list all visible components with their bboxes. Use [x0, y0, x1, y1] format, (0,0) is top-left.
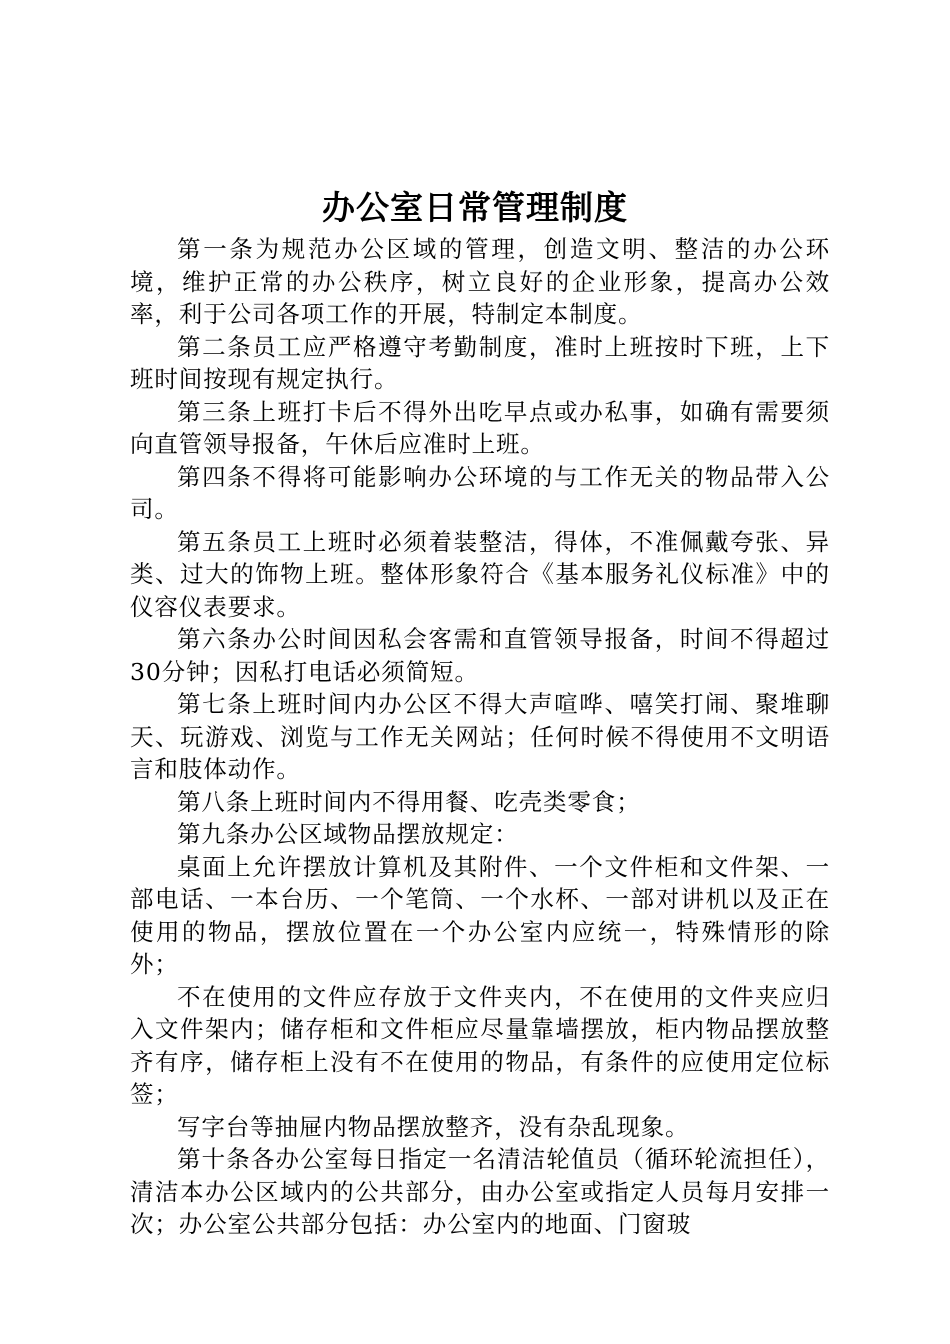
paragraph-article-2: 第二条员工应严格遵守考勤制度，准时上班按时下班，上下班时间按现有规定执行。 [130, 332, 830, 393]
paragraph-article-5: 第五条员工上班时必须着装整洁，得体，不准佩戴夸张、异类、过大的饰物上班。整体形象符合《基本服务礼仪标准》中的仪容仪表要求。 [130, 527, 830, 621]
paragraph-file-rules: 不在使用的文件应存放于文件夹内，不在使用的文件夹应归入文件架内；储存柜和文件柜应尽量靠墙摆放，柜内物品摆放整齐有序，储存柜上没有不在使用的物品，有条件的应使用定位标签； [130, 982, 830, 1108]
paragraph-desk-rules: 桌面上允许摆放计算机及其附件、一个文件柜和文件架、一部电话、一本台历、一个笔筒、一个水杯、一部对讲机以及正在使用的物品，摆放位置在一个办公室内应统一，特殊情形的除外； [130, 852, 830, 978]
document-title: 办公室日常管理制度 [322, 188, 628, 227]
paragraph-article-1: 第一条为规范办公区域的管理，创造文明、整洁的办公环境，维护正常的办公秩序，树立良好的企业形象，提高办公效率，利于公司各项工作的开展，特制定本制度。 [130, 235, 830, 328]
paragraph-article-7: 第七条上班时间内办公区不得大声喧哗、嘻笑打闹、聚堆聊天、玩游戏、浏览与工作无关网站；任何时候不得使用不文明语言和肢体动作。 [130, 690, 830, 783]
paragraph-article-8: 第八条上班时间内不得用餐、吃壳类零食； [177, 787, 641, 816]
paragraph-article-4: 第四条不得将可能影响办公环境的与工作无关的物品带入公司。 [130, 462, 830, 523]
paragraph-drawer-rules: 写字台等抽屉内物品摆放整齐，没有杂乱现象。 [177, 1112, 690, 1141]
document-body [130, 233, 830, 1241]
paragraph-article-9: 第九条办公区域物品摆放规定： [177, 820, 519, 848]
paragraph-article-3: 第三条上班打卡后不得外出吃早点或办私事，如确有需要须向直管领导报备，午休后应准时上班。 [130, 397, 830, 458]
paragraph-article-6: 第六条办公时间因私会客需和直管领导报备，时间不得超过30分钟；因私打电话必须简短。 [130, 625, 830, 686]
paragraph-article-10: 第十条各办公室每日指定一名清洁轮值员（循环轮流担任），清洁本办公区域内的公共部分，由办公室或指定人员每月安排一次；办公室公共部分包括：办公室内的地面、门窗玻 [130, 1145, 830, 1238]
